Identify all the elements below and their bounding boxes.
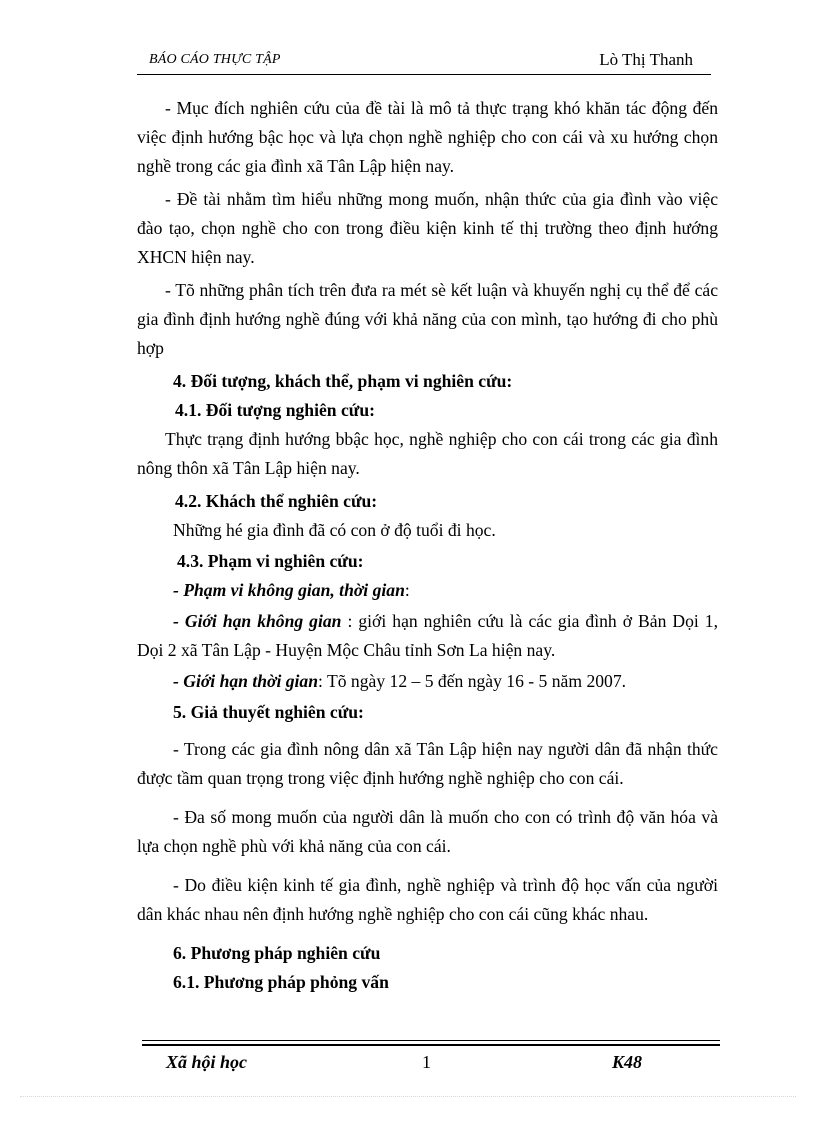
hypothesis-1: - Trong các gia đình nông dân xã Tân Lập hiện nay người dân đã nhận thức được tầm quan trọng trong việc định hướng nghề nghiệp cho con cái. bbox=[137, 739, 718, 788]
page-body bbox=[137, 94, 718, 997]
header-divider bbox=[137, 74, 711, 75]
section-heading-5: 5. Giả thuyết nghiên cứu: bbox=[173, 702, 364, 722]
scope-tail: : bbox=[404, 580, 410, 600]
page-footer bbox=[142, 1052, 720, 1078]
page-edge-dots bbox=[20, 1096, 796, 1097]
hypothesis-2: - Đa số mong muốn của người dân là muốn cho con có trình độ văn hóa và lựa chọn nghề phù với khả năng của con cái. bbox=[137, 807, 718, 856]
subsection-heading-4-1: 4.1. Đối tượng nghiên cứu: bbox=[175, 400, 375, 420]
space-limit-paragraph bbox=[137, 607, 718, 665]
subsection-heading-4-3: 4.3. Phạm vi nghiên cứu: bbox=[177, 551, 364, 571]
footer-subject: Xã hội học bbox=[166, 1052, 248, 1072]
scope-line bbox=[137, 576, 718, 605]
section-heading-6: 6. Phương pháp nghiên cứu bbox=[173, 943, 381, 963]
page-header bbox=[137, 50, 711, 72]
paragraph-aim: - Đề tài nhằm tìm hiểu những mong muốn, nhận thức của gia đình vào việc đào tạo, chọn nghề cho con trong điều kiện kinh tế thị trường theo định hướng XHCN hiện nay. bbox=[137, 189, 718, 267]
paragraph-purpose: - Mục đích nghiên cứu của đề tài là mô tả thực trạng khó khăn tác động đến việc định hướng bậc học và lựa chọn nghề nghiệp cho con cái và xu hướng chọn nghề trong các gia đình xã Tân Lập hiện nay. bbox=[137, 98, 718, 176]
hypothesis-3: - Do điều kiện kinh tế gia đình, nghề nghiệp và trình độ học vấn của người dân khác nhau nên định hướng nghề nghiệp cho con cái cũng khác nhau. bbox=[137, 875, 718, 924]
section-heading-4: 4. Đối tượng, khách thể, phạm vi nghiên cứu: bbox=[173, 371, 513, 391]
subsection-heading-4-2: 4.2. Khách thể nghiên cứu: bbox=[175, 491, 378, 511]
space-text: : giới hạn nghiên cứu là các gia đình ở Bản Dọi 1, Dọi 2 xã Tân Lập - Huyện Mộc Châu tỉnh Sơn La hiện nay. bbox=[137, 611, 718, 660]
author-name: Lò Thị Thanh bbox=[599, 50, 693, 69]
footer-divider-thick bbox=[142, 1044, 720, 1046]
scope-lead: - Phạm vi không gian, thời gian bbox=[173, 580, 405, 600]
subsection-heading-6-1: 6.1. Phương pháp phỏng vấn bbox=[173, 972, 389, 992]
time-lead: - Giới hạn thời gian bbox=[173, 671, 319, 691]
report-title: BÁO CÁO THỰC TẬP bbox=[149, 52, 281, 67]
time-text: : Tõ ngày 12 – 5 đến ngày 16 - 5 năm 2007. bbox=[318, 671, 627, 691]
space-lead: - Giới hạn không gian bbox=[173, 611, 342, 631]
footer-class: K48 bbox=[611, 1052, 642, 1072]
footer-divider-thin bbox=[142, 1040, 720, 1041]
time-limit-line bbox=[137, 667, 718, 696]
page-number: 1 bbox=[422, 1052, 431, 1072]
paragraph-object: Thực trạng định hướng bbậc học, nghề nghiệp cho con cái trong các gia đình nông thôn xã Tân Lập hiện nay. bbox=[137, 429, 718, 478]
paragraph-conclusion: - Tõ những phân tích trên đưa ra mét sè kết luận và khuyến nghị cụ thể để các gia đình định hướng nghề đúng với khả năng của con mình, tạo hướng đi cho phù hợp bbox=[137, 280, 718, 358]
paragraph-subject: Những hé gia đình đã có con ở độ tuổi đi học. bbox=[173, 520, 496, 540]
